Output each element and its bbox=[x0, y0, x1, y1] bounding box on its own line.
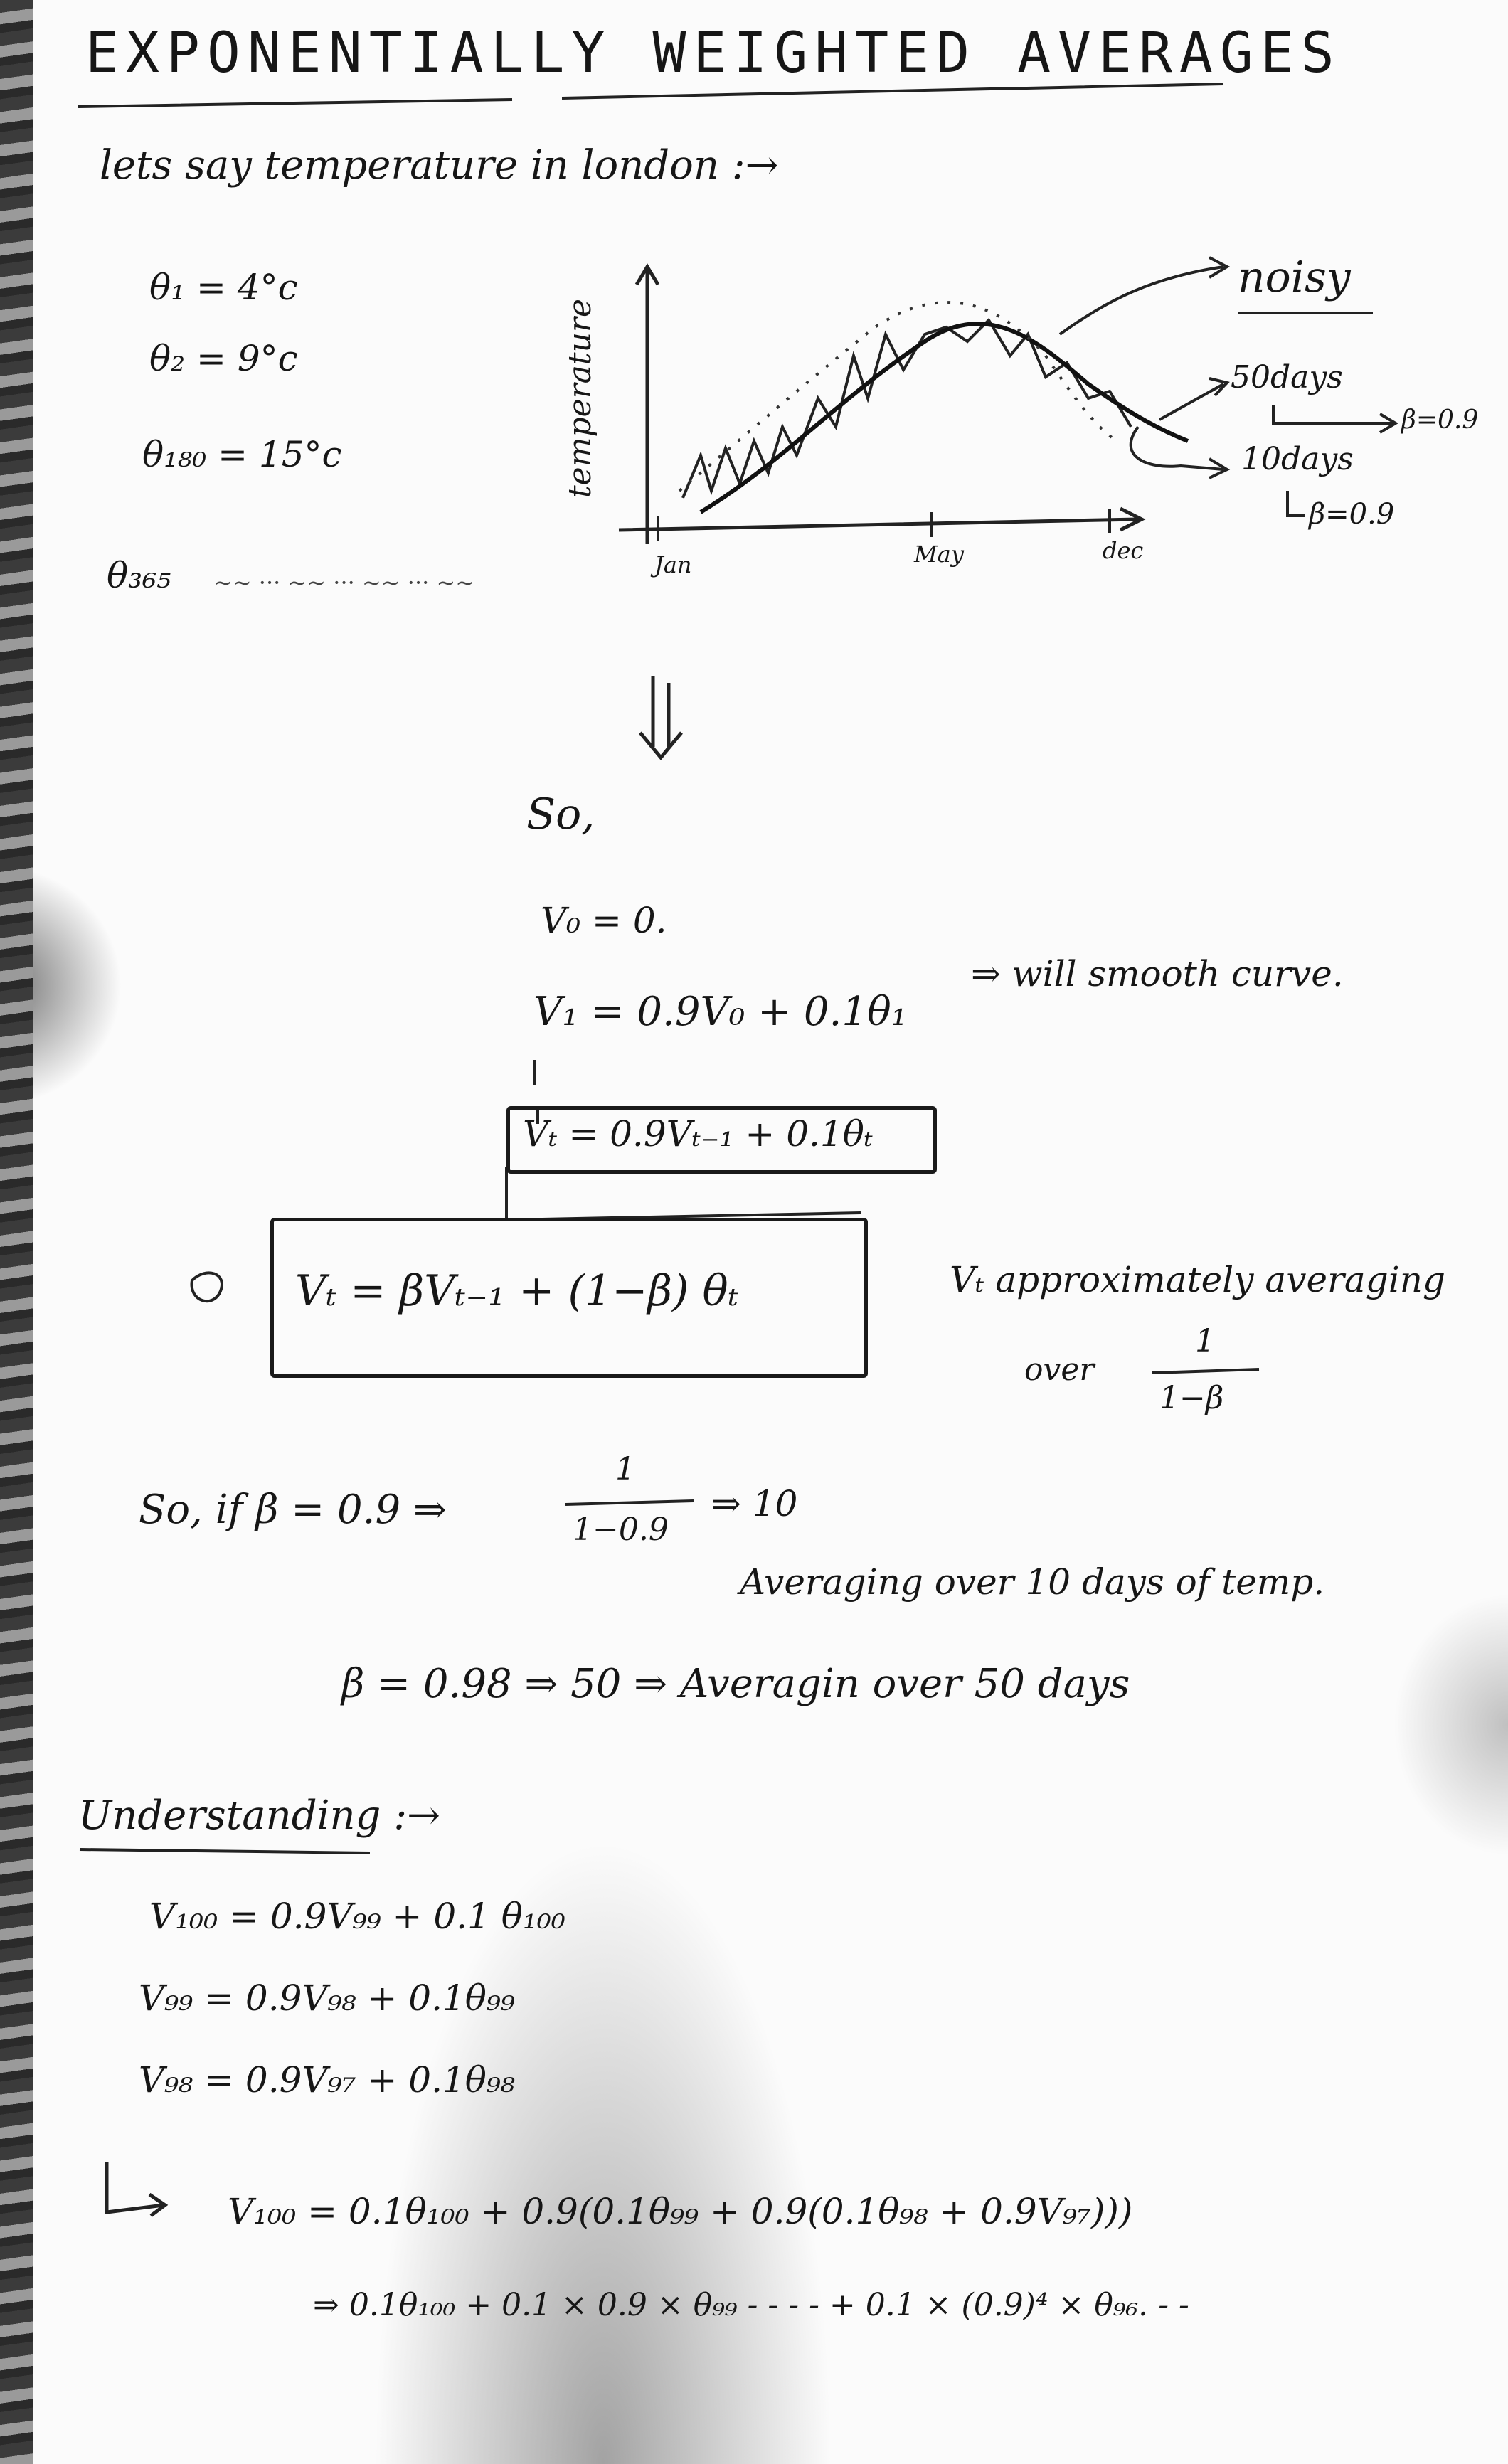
theta365-value: θ₃₆₅ bbox=[107, 555, 171, 596]
averaging-10-text: Averaging over 10 days of temp. bbox=[740, 1561, 1325, 1603]
if-frac-den: 1−0.9 bbox=[573, 1512, 669, 1548]
theta2-value: θ₂ = 9°c bbox=[149, 338, 298, 379]
graph-x-dec: dec bbox=[1103, 537, 1144, 564]
if-result: ⇒ 10 bbox=[711, 1483, 798, 1524]
if-frac-num: 1 bbox=[615, 1451, 635, 1487]
if-fraction-bar bbox=[566, 1501, 694, 1504]
vt-inline-eq: Vₜ = 0.9Vₜ₋₁ + 0.1θₜ bbox=[523, 1113, 874, 1154]
fifty-days-beta: β=0.9 bbox=[1401, 405, 1479, 435]
50days-beta-arrow bbox=[1273, 405, 1396, 432]
v98-eq: V₉₈ = 0.9V₉₇ + 0.1θ₉₈ bbox=[139, 2059, 515, 2101]
v0-eq: V₀ = 0. bbox=[541, 900, 667, 941]
noisy-arrow bbox=[1060, 257, 1227, 334]
10days-arrow bbox=[1131, 427, 1227, 478]
smooth-curve-50days bbox=[701, 324, 1188, 512]
dotted-curve-10days bbox=[679, 302, 1117, 491]
expand-line-1: V₁₀₀ = 0.1θ₁₀₀ + 0.9(0.1θ₉₉ + 0.9(0.1θ₉₈ + 0.9V₉₇))) bbox=[228, 2191, 1133, 2232]
approx-num: 1 bbox=[1195, 1323, 1215, 1359]
expansion-arrow bbox=[107, 2162, 165, 2216]
approx-den: 1−β bbox=[1159, 1380, 1224, 1416]
theta365-scribble: ~~ ··· ~~ ··· ~~ ··· ~~ bbox=[213, 569, 475, 596]
50days-arrow bbox=[1159, 378, 1227, 420]
approx-fraction-bar bbox=[1152, 1369, 1259, 1373]
noisy-curve bbox=[683, 320, 1131, 498]
ten-days-label: 10days bbox=[1241, 441, 1354, 477]
title-underline bbox=[78, 84, 1223, 107]
10days-beta-arrow bbox=[1287, 491, 1305, 516]
graph-ylabel: temperature bbox=[562, 298, 598, 498]
margin-scribble bbox=[192, 1273, 222, 1301]
graph-x-may: May bbox=[914, 541, 964, 568]
approx-over: over bbox=[1024, 1352, 1095, 1388]
understanding-underline bbox=[80, 1849, 370, 1853]
graph-x-axis bbox=[619, 509, 1142, 530]
graph-y-axis bbox=[637, 267, 658, 544]
v1-eq: V₁ = 0.9V₀ + 0.1θ₁ bbox=[533, 989, 908, 1035]
v1-note: ⇒ will smooth curve. bbox=[971, 953, 1344, 994]
fifty-days-label: 50days bbox=[1231, 359, 1343, 395]
beta-098-text: β = 0.98 ⇒ 50 ⇒ Averagin over 50 days bbox=[341, 1661, 1130, 1707]
v99-eq: V₉₉ = 0.9V₉₈ + 0.1θ₉₉ bbox=[139, 1977, 515, 2019]
implies-down-arrow bbox=[640, 676, 681, 758]
box-connector bbox=[506, 1167, 861, 1220]
so-label: So, bbox=[526, 790, 595, 839]
theta1-value: θ₁ = 4°c bbox=[149, 267, 298, 308]
if-beta-text: So, if β = 0.9 ⇒ bbox=[139, 1487, 447, 1533]
approx-text: Vₜ approximately averaging bbox=[950, 1259, 1445, 1300]
v100-eq: V₁₀₀ = 0.9V₉₉ + 0.1 θ₁₀₀ bbox=[149, 1896, 566, 1937]
theta180-value: θ₁₈₀ = 15°c bbox=[142, 434, 342, 475]
expand-line-2: ⇒ 0.1θ₁₀₀ + 0.1 × 0.9 × θ₉₉ - - - - + 0.1 × (0.9)⁴ × θ₉₆. - - bbox=[313, 2287, 1189, 2323]
vt-general-eq: Vₜ = βVₜ₋₁ + (1−β) θₜ bbox=[295, 1266, 739, 1316]
understanding-heading: Understanding :→ bbox=[78, 1793, 440, 1839]
ten-days-beta: β=0.9 bbox=[1309, 498, 1395, 531]
graph-x-jan: Jan bbox=[654, 551, 692, 578]
intro-text: lets say temperature in london :→ bbox=[100, 142, 779, 188]
noisy-label: noisy bbox=[1238, 253, 1351, 302]
page-title: EXPONENTIALLY WEIGHTED AVERAGES bbox=[85, 21, 1342, 85]
